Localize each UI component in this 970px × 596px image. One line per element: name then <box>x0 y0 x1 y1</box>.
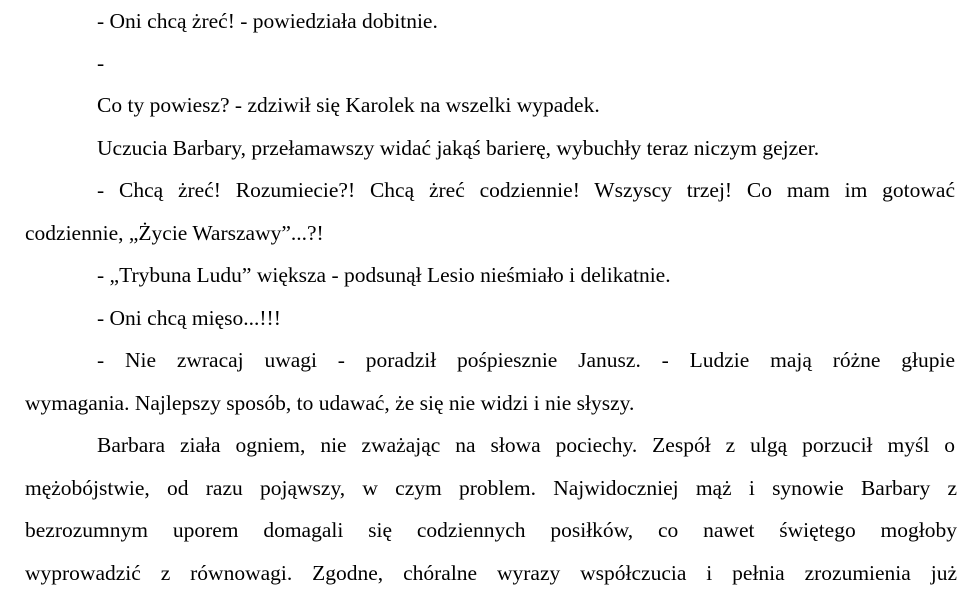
text-line: Uczucia Barbary, przełamawszy widać jakąś barierę, wybuchły teraz niczym gejzer. <box>97 136 820 160</box>
text-line: wymagania. Najlepszy sposób, to udawać, że się nie widzi i nie słyszy. <box>25 391 635 415</box>
text-line: Co ty powiesz? - zdziwił się Karolek na wszelki wypadek. <box>97 93 600 117</box>
text-line: codziennie, „Życie Warszawy”...?! <box>25 221 324 245</box>
text-line: wyprowadzić z równowagi. Zgodne, chóralne wyrazy współczucia i pełnia zrozumienia już <box>25 561 957 585</box>
text-line: - <box>97 51 105 75</box>
text-line: - Oni chcą mięso...!!! <box>97 306 281 330</box>
text-line: bezrozumnym uporem domagali się codziennych posiłków, co nawet świętego mogłoby <box>25 518 957 542</box>
text-line: Barbara ziała ogniem, nie zważając na słowa pociechy. Zespół z ulgą porzucił myśl o <box>97 433 955 457</box>
text-line: - „Trybuna Ludu” większa - podsunął Lesio nieśmiało i delikatnie. <box>97 263 671 287</box>
text-line: - Nie zwracaj uwagi - poradził pośpiesznie Janusz. - Ludzie mają różne głupie <box>97 348 955 372</box>
text-line: mężobójstwie, od razu pojąwszy, w czym problem. Najwidoczniej mąż i synowie Barbary z <box>25 476 957 500</box>
text-line: - Chcą żreć! Rozumiecie?! Chcą żreć codziennie! Wszyscy trzej! Co mam im gotować <box>97 178 955 202</box>
text-line: - Oni chcą żreć! - powiedziała dobitnie. <box>97 9 438 33</box>
